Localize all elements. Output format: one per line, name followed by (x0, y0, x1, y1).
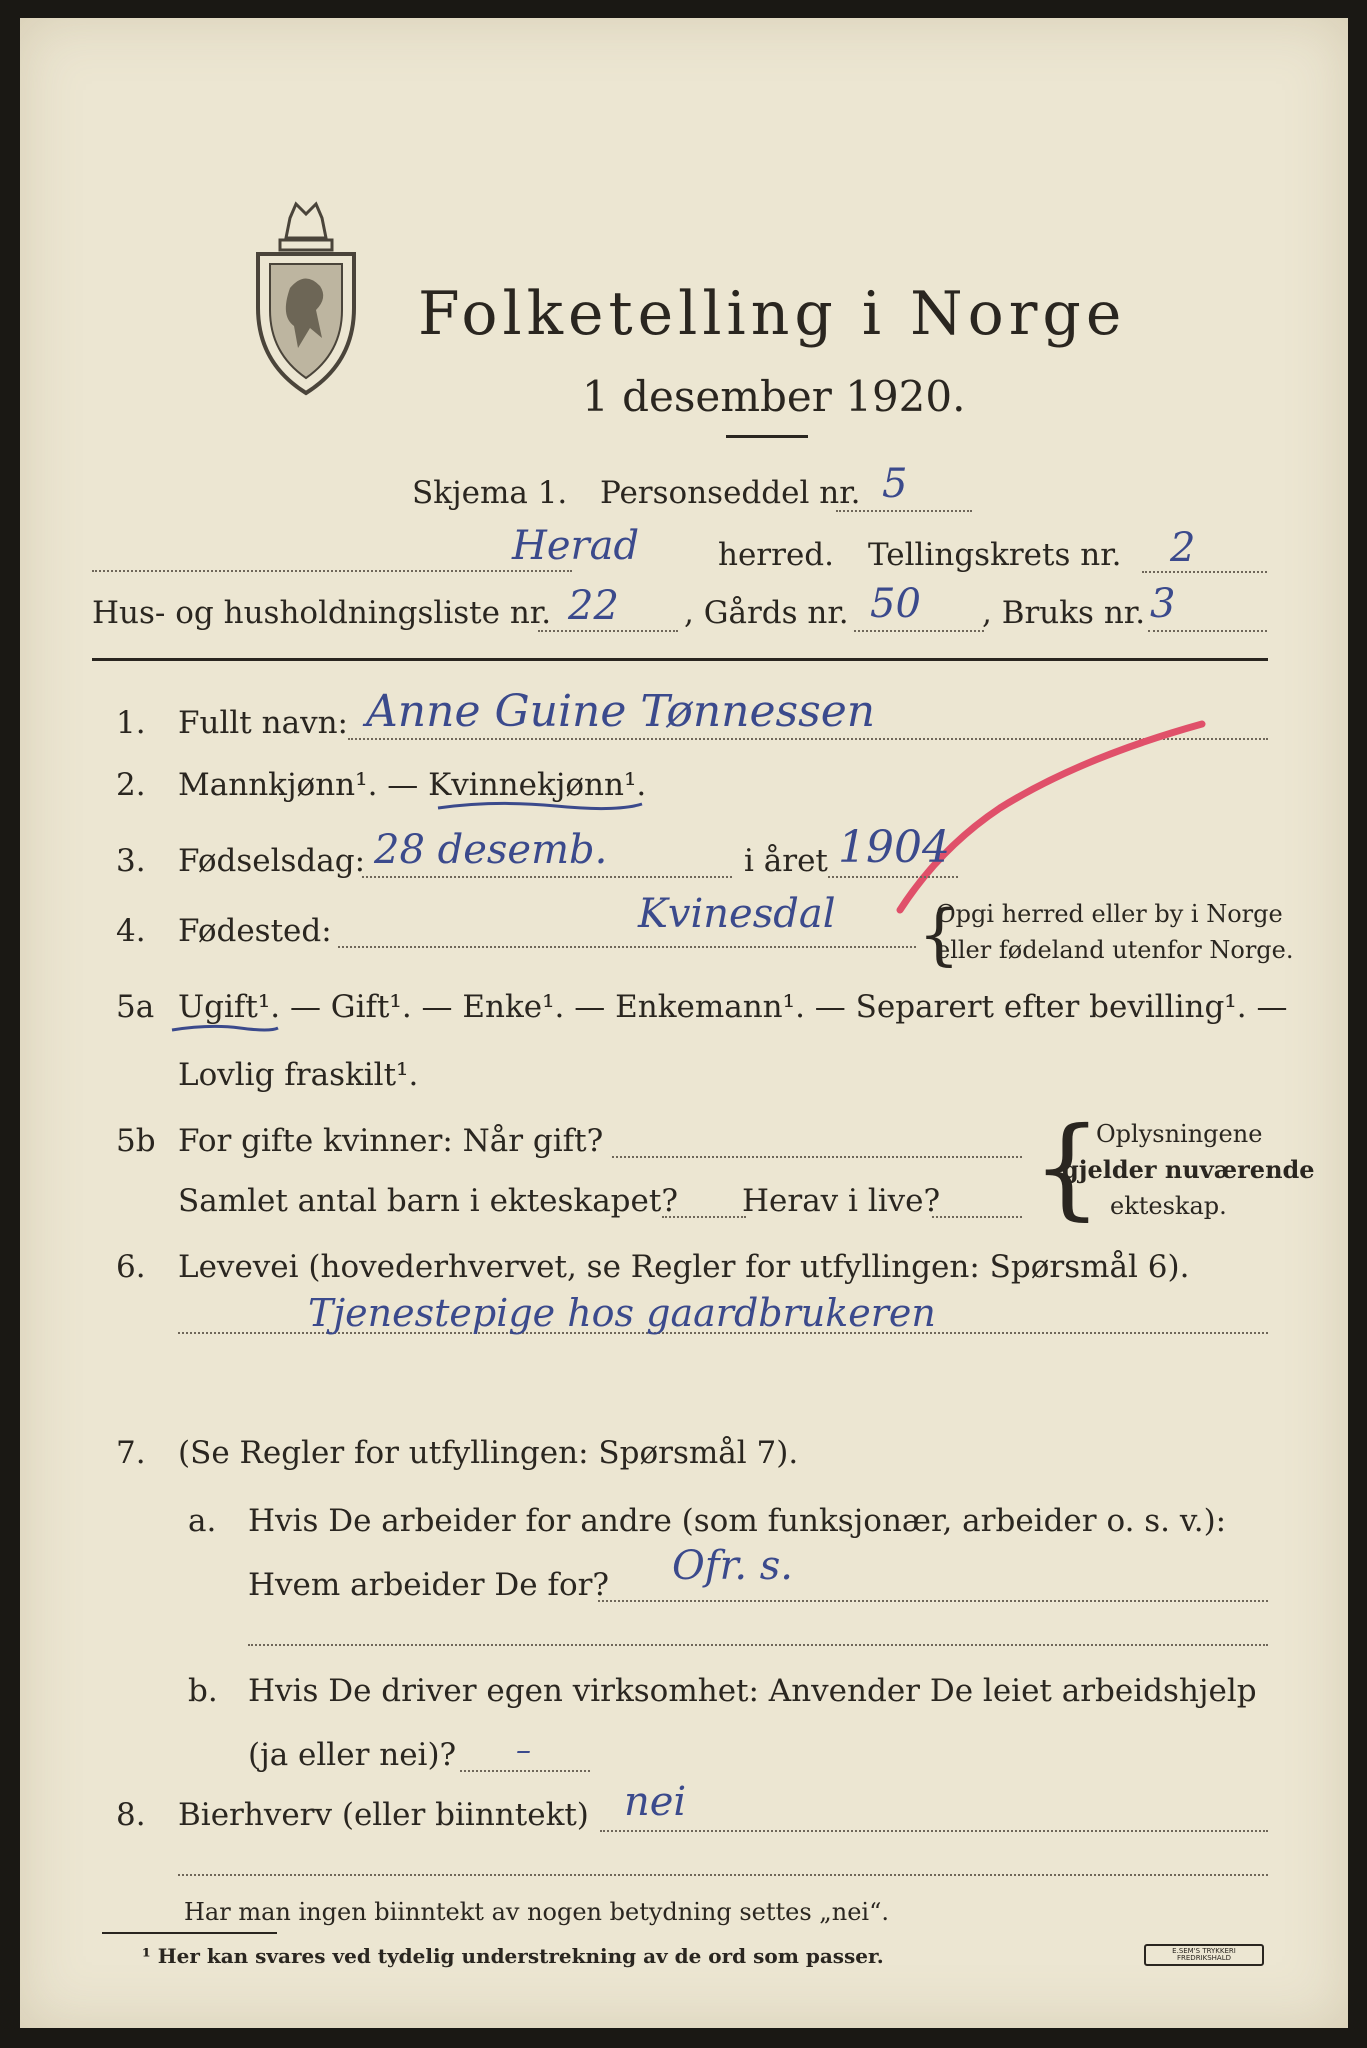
herred-label: herred. (718, 537, 834, 573)
herred-value: Herad (512, 523, 640, 569)
q7b-line-2: (ja eller nei)? (248, 1737, 457, 1773)
q5b-note-3: ekteskap. (1110, 1192, 1227, 1220)
tellingskrets-label: Tellingskrets nr. (868, 537, 1122, 573)
q8-value: nei (624, 1779, 687, 1825)
q5b-barn-line (662, 1216, 746, 1218)
q5a-number: 5a (116, 989, 155, 1025)
q2-number: 2. (116, 767, 146, 803)
q3-year-label: i året (744, 843, 828, 879)
form-title: Folketelling i Norge (418, 279, 1127, 349)
q4-note-1: Opgi herred eller by i Norge (936, 900, 1283, 928)
q7a-line (598, 1600, 1268, 1602)
q3-year-line (828, 876, 958, 878)
personseddel-line (836, 510, 972, 512)
q3-label: Fødselsdag: (178, 843, 366, 879)
q6-value: Tjenestepige hos gaardbrukeren (308, 1291, 936, 1335)
q5b-line-2b: Herav i live? (742, 1183, 941, 1219)
q8-line (600, 1830, 1268, 1832)
bruks-label: , Bruks nr. (982, 595, 1146, 631)
q7a-extra-line (248, 1644, 1268, 1646)
q3-year-value: 1904 (838, 822, 950, 873)
printer-stamp-text: E.SEM'S TRYKKERI FREDRIKSHALD (1172, 1947, 1236, 1962)
red-check-mark (880, 718, 1210, 918)
q4-number: 4. (116, 913, 146, 949)
q7b-letter: b. (188, 1673, 218, 1709)
bruks-line (1148, 630, 1267, 632)
hus-value: 22 (568, 583, 619, 629)
q3-date-line (362, 876, 732, 878)
norway-coat-of-arms-icon (250, 198, 362, 398)
personseddel-label: Personseddel nr. (600, 475, 861, 511)
bruks-value: 3 (1150, 581, 1176, 627)
q5a-line-2: Lovlig fraskilt¹. (178, 1057, 419, 1093)
herred-line (92, 570, 572, 572)
q4-brace: { (918, 896, 960, 973)
gards-line (854, 630, 984, 632)
skjema-label: Skjema 1. (412, 475, 568, 511)
q1-number: 1. (116, 705, 146, 741)
q5b-brace: { (1032, 1103, 1102, 1231)
footnote-divider (102, 1932, 277, 1934)
q7-label: (Se Regler for utfyllingen: Spørsmål 7). (178, 1435, 799, 1471)
q3-value: 28 desemb. (374, 827, 608, 873)
q5b-gift-line (612, 1156, 1022, 1158)
q7a-line-2: Hvem arbeider De for? (248, 1567, 610, 1603)
personseddel-value: 5 (882, 461, 908, 507)
q1-label: Fullt navn: (178, 705, 348, 741)
q7a-value: Ofr. s. (672, 1543, 793, 1589)
q4-note-2: eller fødeland utenfor Norge. (936, 936, 1294, 964)
footnote-text: ¹ Her kan svares ved tydelig understrekning av de ord som passer. (142, 1944, 884, 1968)
q2-text: Mannkjønn¹. — Kvinnekjønn¹. (178, 767, 647, 803)
census-form (20, 18, 1348, 2028)
q5a-line-1: Ugift¹. — Gift¹. — Enke¹. — Enkemann¹. — Separert efter bevilling¹. — (178, 989, 1288, 1025)
q8-number: 8. (116, 1797, 146, 1833)
ugift-underline (170, 1022, 280, 1036)
q6-number: 6. (116, 1249, 146, 1285)
gards-label: , Gårds nr. (684, 595, 849, 631)
q7-number: 7. (116, 1435, 146, 1471)
printer-stamp (1144, 1944, 1264, 1966)
hus-line (538, 630, 678, 632)
q5b-line-2a: Samlet antal barn i ekteskapet? (178, 1183, 678, 1219)
q7a-letter: a. (188, 1503, 217, 1539)
q7b-line-1: Hvis De driver egen virksomhet: Anvender De leiet arbeidshjelp (248, 1673, 1257, 1709)
kvinnekjonn-underline (436, 798, 646, 814)
q8-extra-line (178, 1874, 1268, 1876)
tellingskrets-value: 2 (1170, 525, 1196, 571)
q4-value: Kvinesdal (638, 891, 836, 937)
q5b-line-1: For gifte kvinner: Når gift? (178, 1123, 604, 1159)
hus-label: Hus- og husholdningsliste nr. (92, 595, 552, 631)
gards-value: 50 (870, 581, 921, 627)
census-date: 1 desember 1920. (582, 372, 966, 421)
header-divider (92, 658, 1268, 661)
q7b-line (460, 1770, 590, 1772)
q7a-line-1: Hvis De arbeider for andre (som funksjonær, arbeider o. s. v.): (248, 1503, 1227, 1539)
q7b-value: – (516, 1733, 531, 1768)
q1-value: Anne Guine Tønnessen (366, 686, 876, 737)
q5b-note-1: Oplysningene (1096, 1120, 1263, 1148)
q5b-live-line (932, 1216, 1022, 1218)
footer-note: Har man ingen biinntekt av nogen betydning settes „nei“. (184, 1898, 889, 1926)
q8-label: Bierhverv (eller biinntekt) (178, 1797, 589, 1833)
q3-number: 3. (116, 843, 146, 879)
q5b-number: 5b (116, 1123, 156, 1159)
q6-label: Levevei (hovederhvervet, se Regler for utfyllingen: Spørsmål 6). (178, 1249, 1190, 1285)
tellingskrets-line (1142, 571, 1267, 573)
title-divider (726, 435, 808, 438)
q4-line (338, 946, 916, 948)
q4-label: Fødested: (178, 913, 332, 949)
q5b-note-2: gjelder nuværende (1062, 1155, 1315, 1184)
